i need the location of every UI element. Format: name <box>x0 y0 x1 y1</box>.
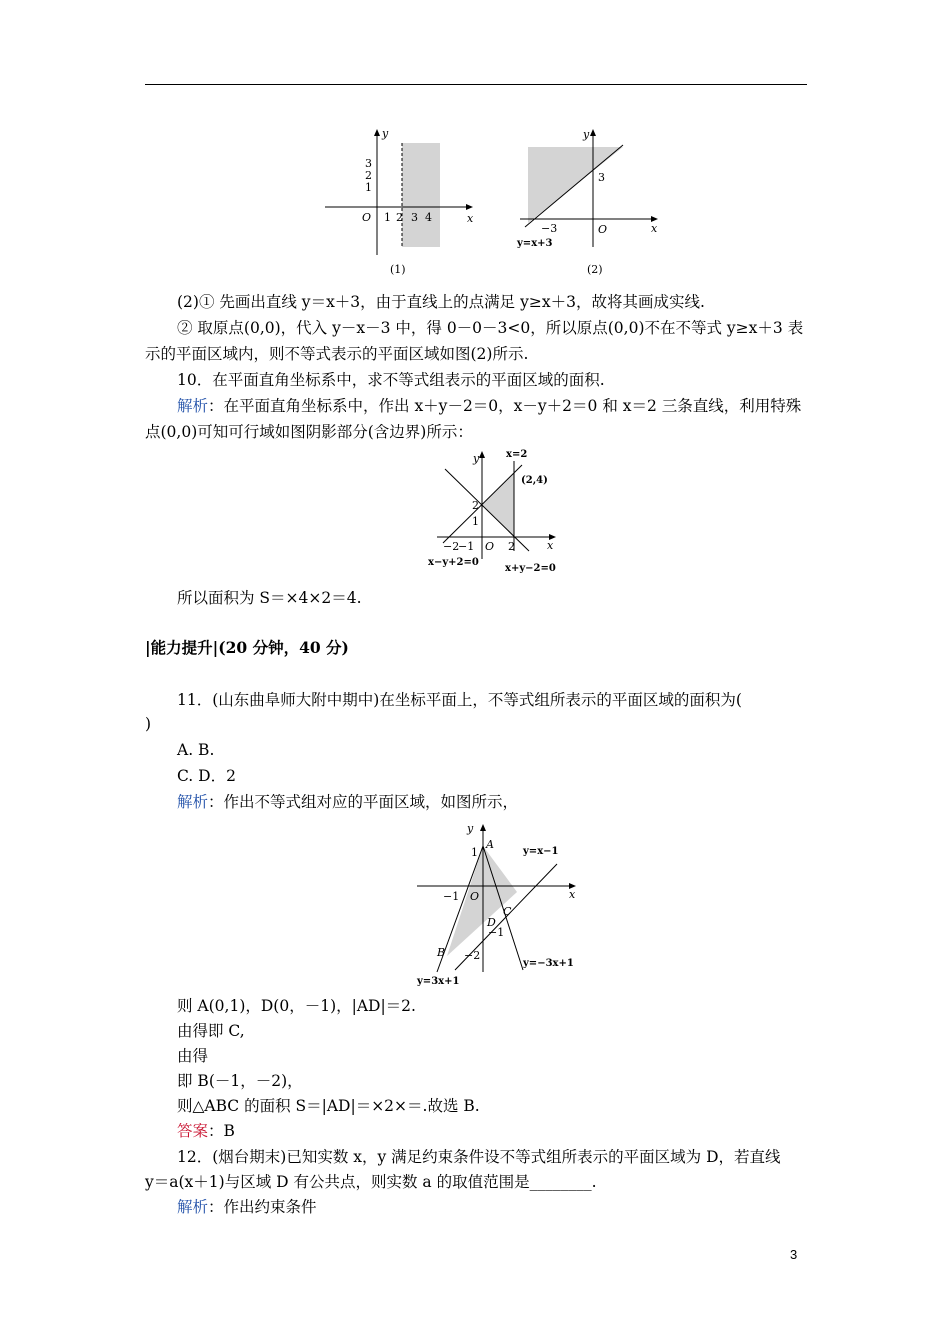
figure-label: 2 <box>472 499 479 512</box>
figure-label: y <box>473 452 480 465</box>
para-line-2: ② 取原点(0,0)，代入 y－x－3 中，得 0－0－3<0，所以原点(0,0)不在不等式 y≥x＋3 表 <box>177 319 804 337</box>
figure-label: y=x−1 <box>523 846 559 857</box>
solution-line-4: 即 B(－1，－2)， <box>177 1072 303 1090</box>
fig3-line-x-plus-y-minus-2 <box>445 469 529 551</box>
solution-line-5: 则△ABC 的面积 S＝|AD|＝×2×＝.故选 B. <box>177 1097 480 1115</box>
question-11-line-1: 11．(山东曲阜师大附中期中)在坐标平面上，不等式组所表示的平面区域的面积为( <box>177 691 742 709</box>
figure-label: y <box>467 822 474 835</box>
figure-label: O <box>598 223 608 236</box>
figure-label: B <box>437 946 446 959</box>
analysis-label: 解析 <box>177 793 209 811</box>
analysis-label: 解析 <box>177 1198 209 1216</box>
figure-label: x=2 <box>506 449 528 460</box>
figure-3 <box>425 447 565 577</box>
figure-label: (2,4) <box>521 475 548 486</box>
section-heading: |能力提升|(20 分钟，40 分) <box>145 638 349 657</box>
figure-label: 3 <box>411 211 418 224</box>
figure-label: 1 <box>365 181 372 194</box>
options-c-d: C. D．2 <box>177 767 236 785</box>
question-12-line-1: 12．(烟台期末)已知实数 x，y 满足约束条件设不等式组所表示的平面区域为 D，若直线 <box>177 1148 781 1166</box>
para-line-1: (2)① 先画出直线 y＝x＋3，由于直线上的点满足 y≥x＋3，故将其画成实线. <box>177 293 705 311</box>
figure-label: x <box>547 539 554 552</box>
figure-label: D <box>487 916 496 929</box>
figure-label: A <box>486 838 494 851</box>
answer-11 <box>177 1121 235 1141</box>
answer-12-line-1 <box>177 1197 317 1217</box>
figure-label: C <box>503 905 512 918</box>
solution-line-1: 则 A(0,1)，D(0，－1)，|AD|＝2. <box>177 997 416 1015</box>
solution-line-2: 由得即 C, <box>177 1022 245 1040</box>
figure-label: x <box>569 888 576 901</box>
figure-label: 3 <box>598 171 605 184</box>
page-number: 3 <box>790 1247 798 1262</box>
figure-label: y=−3x+1 <box>523 958 574 969</box>
answer-value: ：B <box>208 1122 235 1140</box>
figure-label: 1 <box>472 515 479 528</box>
answer-11-line-1 <box>177 792 518 812</box>
figure-label: 2 <box>396 211 403 224</box>
fig1-shaded-region <box>402 143 440 247</box>
figure-label: O <box>485 540 495 553</box>
fig3-shaded-triangle <box>482 473 514 537</box>
figure-1 <box>320 125 480 275</box>
figure-label: −2 <box>464 949 481 962</box>
answer-10-text: ：在平面直角坐标系中，作出 x＋y－2＝0，x－y＋2＝0 和 x＝2 三条直线，利用特殊 <box>208 397 802 415</box>
analysis-label: 解析 <box>177 397 209 415</box>
question-11-line-2: ) <box>145 715 152 733</box>
figure-label: −1 <box>488 926 505 939</box>
figure-label: x+y−2=0 <box>505 563 556 574</box>
answer-10-line-2: 点(0,0)可知可行域如图阴影部分(含边界)所示： <box>145 423 473 441</box>
figure-label: 2 <box>508 540 515 553</box>
figure-label: −1 <box>458 540 475 553</box>
header-rule <box>145 84 807 85</box>
options-a-b: A. B. <box>177 741 215 759</box>
question-12-line-2: y＝a(x＋1)与区域 D 有公共点，则实数 a 的取值范围是________. <box>145 1173 597 1191</box>
area-result: 所以面积为 S＝×4×2＝4. <box>177 589 362 607</box>
figure-2 <box>515 125 665 275</box>
figure-label: 1 <box>471 846 478 859</box>
figure-label: 3 <box>365 157 372 170</box>
figure-label: O <box>470 890 480 903</box>
figure-label: x <box>467 212 474 225</box>
figure-label: (2) <box>587 263 603 276</box>
figure-label: −2 <box>443 540 460 553</box>
figure-label: 2 <box>365 169 372 182</box>
question-10: 10．在平面直角坐标系中，求不等式组表示的平面区域的面积. <box>177 371 605 389</box>
answer-12-text: ：作出约束条件 <box>208 1198 317 1216</box>
figure-label: O <box>362 211 372 224</box>
figure-label: −3 <box>541 222 558 235</box>
para-line-3: 示的平面区域内，则不等式表示的平面区域如图(2)所示. <box>145 345 529 363</box>
answer-label: 答案 <box>177 1122 209 1140</box>
figure-label: y <box>382 127 389 140</box>
figure-label: y=x+3 <box>517 238 553 249</box>
answer-11-text: ：作出不等式组对应的平面区域，如图所示， <box>208 793 519 811</box>
figure-label: (1) <box>390 263 406 276</box>
figure-4 <box>415 820 580 990</box>
figure-label: 1 <box>384 211 391 224</box>
figure-label: 4 <box>425 211 432 224</box>
figure-label: y=3x+1 <box>417 976 460 987</box>
figure-label: x <box>651 222 658 235</box>
figure-label: −1 <box>443 890 460 903</box>
figure-label: y <box>583 128 590 141</box>
figure-label: x−y+2=0 <box>428 557 479 568</box>
solution-line-3: 由得 <box>177 1047 209 1065</box>
answer-10-line-1 <box>177 396 801 416</box>
